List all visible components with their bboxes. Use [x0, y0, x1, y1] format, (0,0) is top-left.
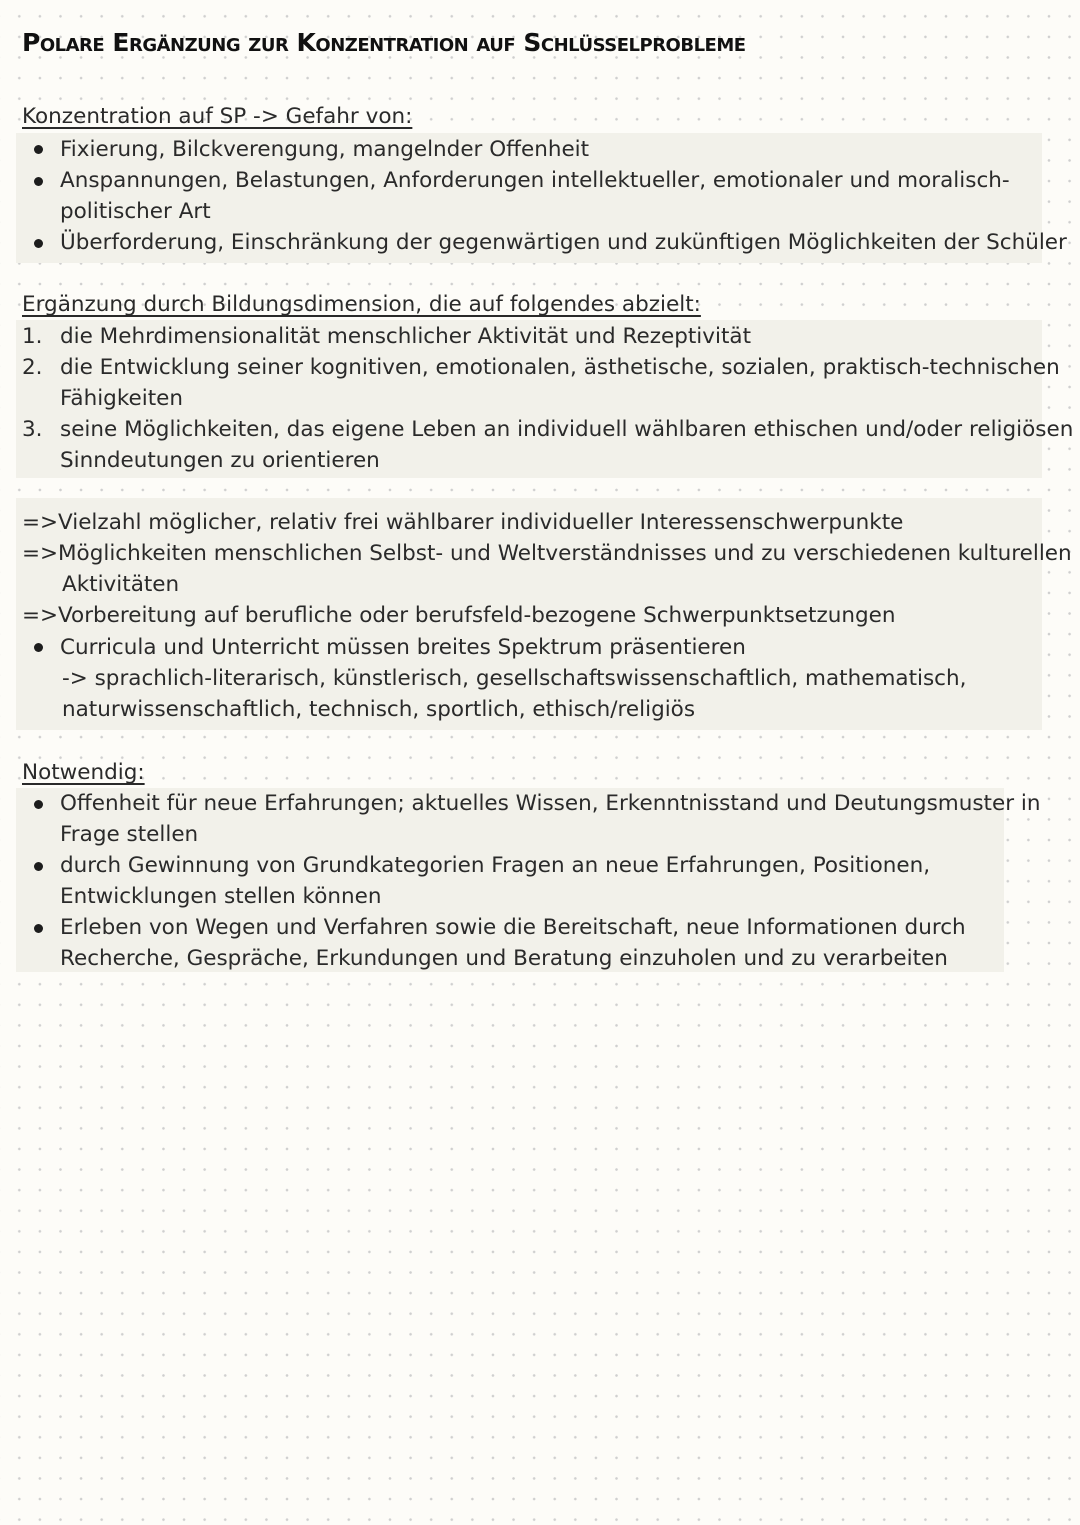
bullet-icon [34, 239, 43, 248]
text-line: Überforderung, Einschränkung der gegenwärtigen und zukünftigen Möglichkeiten der Schüler [60, 230, 1067, 255]
arrow-marker: => [22, 603, 59, 628]
text-line: Erleben von Wegen und Verfahren sowie die Bereitschaft, neue Informationen durch [60, 915, 966, 940]
bullet-icon [34, 145, 43, 154]
item-number: 3. [22, 417, 43, 442]
bullet-icon [34, 643, 43, 652]
text-line: Anspannungen, Belastungen, Anforderungen intellektueller, emotionaler und moralisch- [60, 168, 1010, 193]
text-line: seine Möglichkeiten, das eigene Leben an individuell wählbaren ethischen und/oder religiösen [60, 417, 1074, 442]
section-heading: Konzentration auf SP -> Gefahr von: [22, 104, 413, 129]
bullet-icon [34, 862, 43, 871]
text-line: durch Gewinnung von Grundkategorien Fragen an neue Erfahrungen, Positionen, [60, 853, 931, 878]
text-line: die Mehrdimensionalität menschlicher Aktivität und Rezeptivität [60, 324, 752, 349]
text-line: Offenheit für neue Erfahrungen; aktuelles Wissen, Erkenntnisstand und Deutungsmuster in [60, 791, 1041, 816]
text-line: Frage stellen [60, 822, 199, 847]
text-line: Sinndeutungen zu orientieren [60, 448, 380, 473]
text-line: Vielzahl möglicher, relativ frei wählbarer individueller Interessenschwerpunkte [58, 510, 904, 535]
text-line: Vorbereitung auf berufliche oder berufsfeld-bezogene Schwerpunktsetzungen [58, 603, 896, 628]
item-number: 2. [22, 355, 43, 380]
text-line: Curricula und Unterricht müssen breites Spektrum präsentieren [60, 635, 746, 660]
arrow-marker: => [22, 541, 59, 566]
text-line: Fähigkeiten [60, 386, 183, 411]
arrow-marker: => [22, 510, 59, 535]
bullet-icon [34, 800, 43, 809]
section-heading: Ergänzung durch Bildungsdimension, die auf folgendes abzielt: [22, 292, 701, 317]
text-line: Fixierung, Bilckverengung, mangelnder Offenheit [60, 137, 590, 162]
bullet-icon [34, 924, 43, 933]
text-line: Möglichkeiten menschlichen Selbst- und Weltverständnisses und zu verschiedenen kulturellen [58, 541, 1072, 566]
text-line: naturwissenschaftlich, technisch, sportlich, ethisch/religiös [62, 697, 696, 722]
page-title: Polare Ergänzung zur Konzentration auf Schlüsselprobleme [22, 28, 746, 57]
text-line: politischer Art [60, 199, 211, 224]
text-line: -> sprachlich-literarisch, künstlerisch, gesellschaftswissenschaftlich, mathematisch, [62, 666, 967, 691]
section-heading: Notwendig: [22, 760, 145, 785]
text-line: Recherche, Gespräche, Erkundungen und Beratung einzuholen und zu verarbeiten [60, 946, 948, 971]
item-number: 1. [22, 324, 43, 349]
bullet-icon [34, 177, 43, 186]
text-line: die Entwicklung seiner kognitiven, emotionalen, ästhetische, sozialen, praktisch-technischen [60, 355, 1060, 380]
text-line: Aktivitäten [62, 572, 180, 597]
text-line: Entwicklungen stellen können [60, 884, 382, 909]
